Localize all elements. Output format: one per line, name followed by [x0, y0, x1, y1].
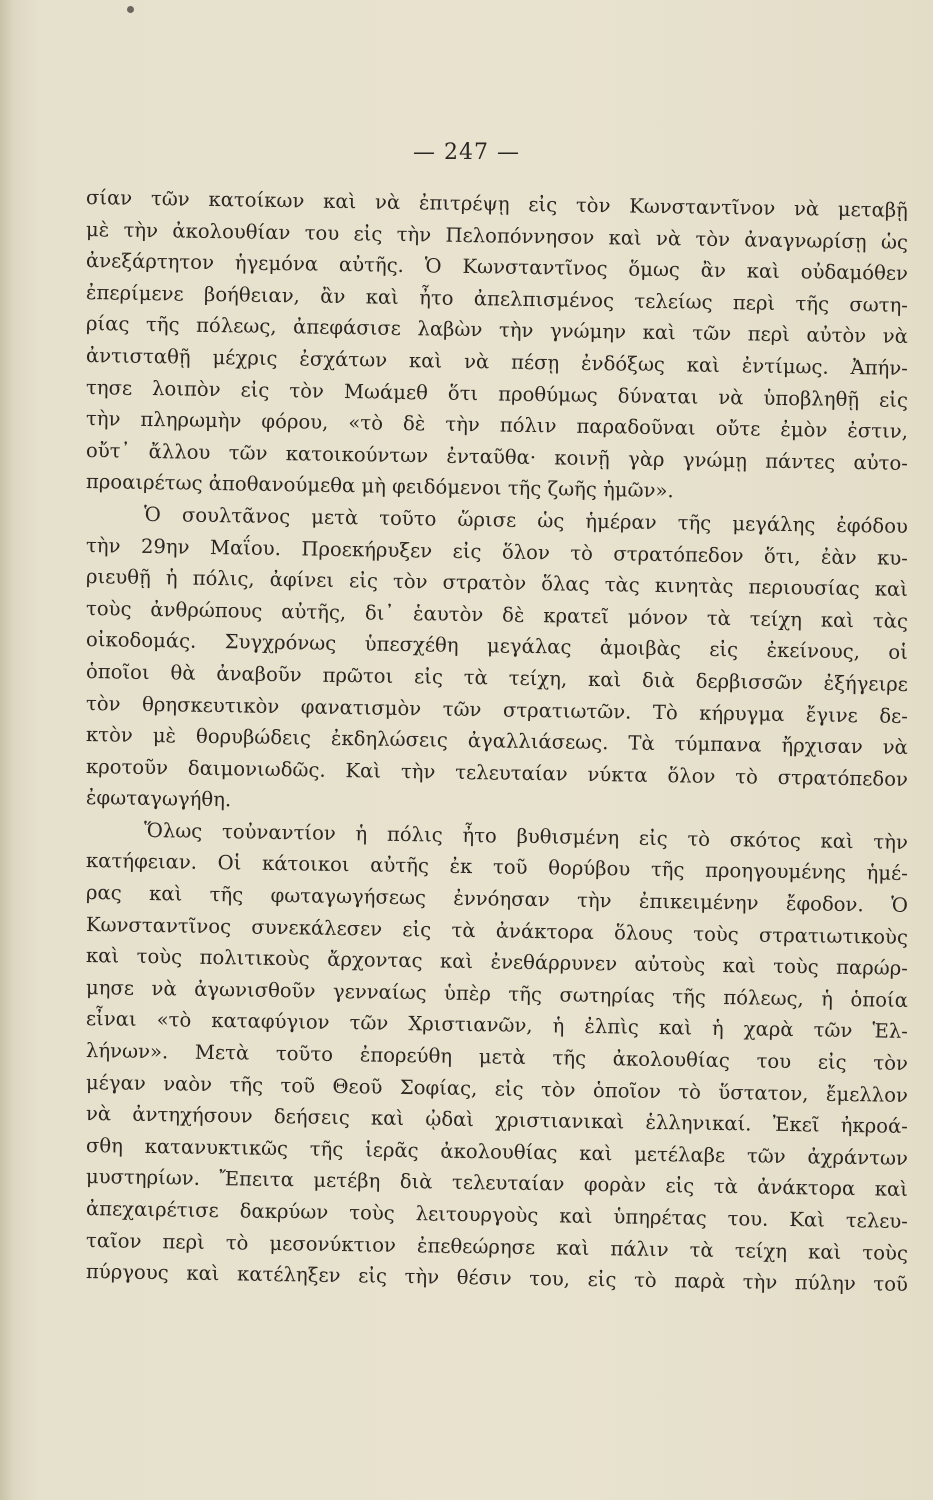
text-line: τὸν θρησκευτικὸν φανατισμὸν τῶν στρατιωτῶν. Τὸ κήρυγμα ἔγινε δε- [85, 691, 909, 728]
text-line: κτὸν μὲ θορυβώδεις ἐκδηλώσεις ἀγαλλιάσεως. Τὰ τύμπανα ἤρχισαν νὰ [85, 723, 909, 760]
text-line: μησε νὰ ἀγωνισθοῦν γενναίως ὑπὲρ τῆς σωτηρίας τῆς πόλεως, ἡ ὁποία [85, 975, 909, 1012]
text-line: μυστηρίων. Ἔπειτα μετέβη διὰ τελευταίαν φορὰν εἰς τὰ ἀνάκτορα καὶ [85, 1165, 909, 1202]
text-line: ρίας τῆς πόλεως, ἀπεφάσισε λαβὼν τὴν γνώμην καὶ τῶν περὶ αὐτὸν νὰ [85, 312, 909, 349]
text-line: Ὁ σουλτᾶνος μετὰ τοῦτο ὥρισε ὡς ἡμέραν τῆς μεγάλης ἐφόδου [143, 502, 909, 538]
text-line: ριευθῇ ἡ πόλις, ἀφίνει εἰς τὸν στρατὸν ὅλας τὰς κινητὰς περιουσίας καὶ [85, 565, 909, 602]
text-line: ὁποῖοι θὰ ἀναβοῦν πρῶτοι εἰς τὰ τείχη, καὶ διὰ δερβισσῶν ἐξήγειρε [85, 659, 909, 696]
text-line: καὶ τοὺς πολιτικοὺς ἄρχοντας καὶ ἐνεθάρρυνεν αὐτοὺς καὶ τοὺς παρώρ- [85, 944, 909, 981]
text-line: λήνων». Μετὰ τοῦτο ἐπορεύθη μετὰ τῆς ἀκολουθίας του εἰς τὸν [85, 1039, 909, 1075]
text-line: τὴν 29ην Μαΐου. Προεκήρυξεν εἰς ὅλον τὸ στρατόπεδον ὅτι, ἐὰν κυ- [85, 533, 909, 570]
text-line: τησε λοιπὸν εἰς τὸν Μωάμεθ ὅτι προθύμως δύναται νὰ ὑποβληθῇ εἰς [85, 375, 909, 412]
text-line: οὔτ᾽ ἄλλου τῶν κατοικούντων ἐνταῦθα· κοινῇ γὰρ γνώμῃ πάντες αὐτο- [85, 438, 909, 475]
page-binding-edge [0, 0, 14, 1500]
text-line: προαιρέτως ἀποθανούμεθα μὴ φειδόμενοι τῆς ζωῆς ἡμῶν». [85, 470, 674, 503]
body-text [85, 182, 909, 1297]
text-line: ἀνεξάρτητον ἡγεμόνα αὐτῆς. Ὁ Κωνσταντῖνος ὅμως ἂν καὶ οὐδαμόθεν [85, 249, 909, 286]
text-line: τοὺς ἀνθρώπους αὐτῆς, δι᾽ ἑαυτὸν δὲ κρατεῖ μόνον τὰ τείχη καὶ τὰς [85, 596, 909, 633]
text-line: ἀντισταθῇ μέχρις ἐσχάτων καὶ νὰ πέσῃ ἐνδόξως καὶ ἐντίμως. Ἀπήν- [85, 343, 909, 380]
text-line: Κωνσταντῖνος συνεκάλεσεν εἰς τὰ ἀνάκτορα ὅλους τοὺς στρατιωτικοὺς [85, 912, 909, 949]
text-line: ἐπερίμενε βοήθειαν, ἂν καὶ ἦτο ἀπελπισμένος τελείως περὶ τῆς σωτη- [85, 280, 909, 317]
text-line: οἰκοδομάς. Συγχρόνως ὑπεσχέθη μεγάλας ἀμοιβὰς εἰς ἐκείνους, οἱ [85, 628, 909, 665]
text-line: τὴν πληρωμὴν φόρου, «τὸ δὲ τὴν πόλιν παραδοῦναι οὔτε ἐμὸν ἐστιν, [85, 407, 909, 444]
page-number: — 247 — [413, 140, 520, 165]
text-line: ἐφωταγωγήθη. [85, 786, 232, 812]
text-line: ἀπεχαιρέτισε δακρύων τοὺς λειτουργοὺς καὶ ὑπηρέτας του. Καὶ τελευ- [85, 1197, 909, 1233]
text-line: μέγαν ναὸν τῆς τοῦ Θεοῦ Σοφίας, εἰς τὸν ὁποῖον τὸ ὕστατον, ἔμελλον [85, 1070, 909, 1107]
text-line: μὲ τὴν ἀκολουθίαν του εἰς τὴν Πελοπόννησον καὶ νὰ τὸν ἀναγνωρίσῃ ὡς [85, 217, 909, 254]
text-line: ρας καὶ τῆς φωταγωγήσεως ἐννόησαν τὴν ἐπικειμένην ἔφοδον. Ὁ [85, 881, 909, 917]
text-line: κατήφειαν. Οἱ κάτοικοι αὐτῆς ἐκ τοῦ θορύβου τῆς προηγουμένης ἡμέ- [85, 849, 909, 886]
text-line: Ὅλως τοὐναντίον ἡ πόλις ἦτο βυθισμένη εἰς τὸ σκότος καὶ τὴν [143, 818, 909, 854]
text-line: πύργους καὶ κατέληξεν εἰς τὴν θέσιν του, εἰς τὸ παρὰ τὴν πύλην τοῦ [85, 1260, 909, 1297]
text-line: ταῖον περὶ τὸ μεσονύκτιον ἐπεθεώρησε καὶ πάλιν τὰ τείχη καὶ τοὺς [85, 1228, 909, 1265]
text-line: κροτοῦν δαιμονιωδῶς. Καὶ τὴν τελευταίαν νύκτα ὅλον τὸ στρατόπεδον [85, 754, 909, 791]
text-line: σθη κατανυκτικῶς τῆς ἱερᾶς ἀκολουθίας καὶ μετέλαβε τῶν ἀχράντων [85, 1133, 909, 1170]
text-line: νὰ ἀντηχήσουν δεήσεις καὶ ᾠδαὶ χριστιανικαὶ ἑλληνικαί. Ἐκεῖ ἠκροά- [85, 1102, 909, 1139]
ink-spot [127, 6, 134, 13]
text-line: εἶναι «τὸ καταφύγιον τῶν Χριστιανῶν, ἡ ἐλπὶς καὶ ἡ χαρὰ τῶν Ἑλ- [85, 1007, 909, 1044]
text-line: σίαν τῶν κατοίκων καὶ νὰ ἐπιτρέψῃ εἰς τὸν Κωνσταντῖνον νὰ μεταβῇ [85, 186, 909, 222]
